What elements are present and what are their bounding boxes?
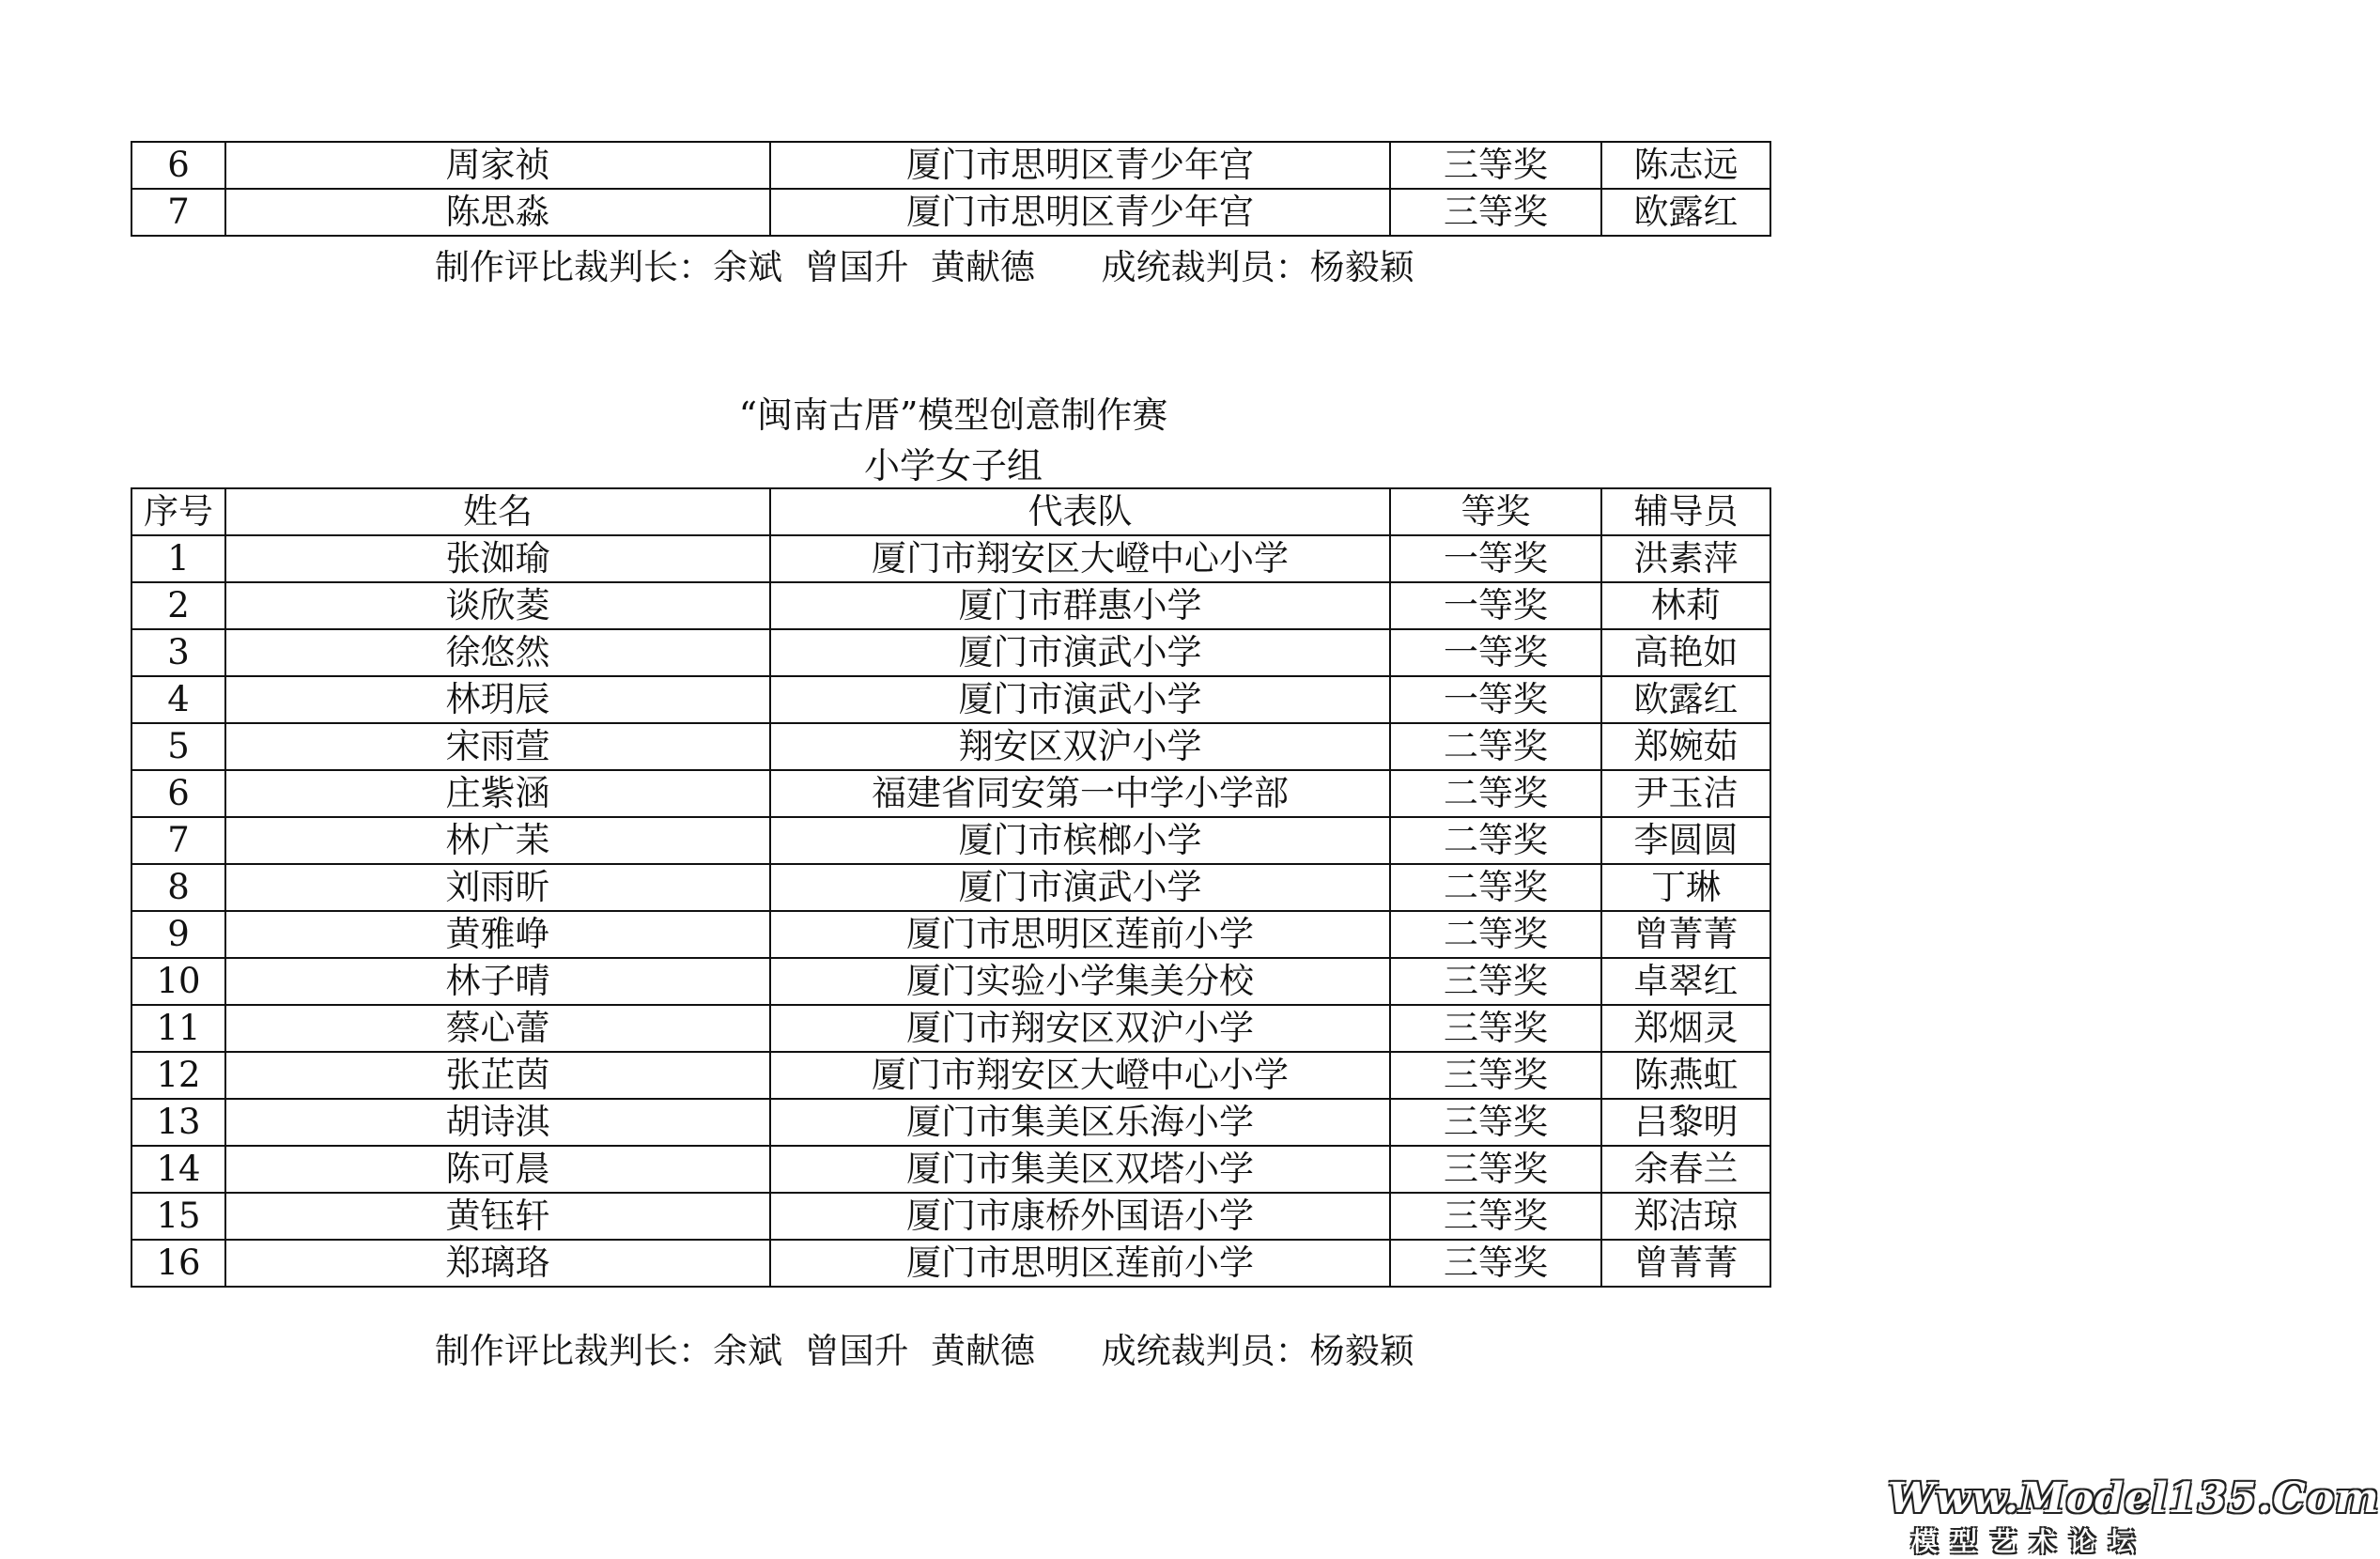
cell-team: 厦门市槟榔小学 (770, 817, 1390, 864)
header-award: 等奖 (1390, 488, 1601, 535)
cell-no: 16 (131, 1240, 225, 1287)
cell-award: 三等奖 (1390, 1146, 1601, 1193)
cell-coach: 丁琳 (1601, 864, 1770, 911)
cell-coach: 李圆圆 (1601, 817, 1770, 864)
header-name: 姓名 (225, 488, 770, 535)
table-row (131, 1099, 1770, 1146)
table-body (131, 142, 1770, 236)
table-row (131, 1193, 1770, 1240)
table-row (131, 1005, 1770, 1052)
cell-coach: 郑烟灵 (1601, 1005, 1770, 1052)
cell-team: 厦门市思明区莲前小学 (770, 911, 1390, 958)
cell-coach: 卓翠红 (1601, 958, 1770, 1005)
cell-coach: 余春兰 (1601, 1146, 1770, 1193)
cell-name: 林子晴 (225, 958, 770, 1005)
cell-no: 1 (131, 535, 225, 582)
cell-coach: 尹玉洁 (1601, 770, 1770, 817)
watermark-label: 模型艺术论坛 (1911, 1526, 2149, 1557)
cell-award: 三等奖 (1390, 1005, 1601, 1052)
table-row (131, 1052, 1770, 1099)
cell-name: 陈可晨 (225, 1146, 770, 1193)
cell-name: 庄紫涵 (225, 770, 770, 817)
cell-name: 黄雅峥 (225, 911, 770, 958)
cell-award: 二等奖 (1390, 911, 1601, 958)
table-row (131, 142, 1770, 189)
cell-no: 14 (131, 1146, 225, 1193)
cell-team: 厦门市翔安区大嶝中心小学 (770, 1052, 1390, 1099)
cell-team: 厦门市思明区青少年宫 (770, 142, 1390, 189)
table-row (131, 723, 1770, 770)
cell-no: 9 (131, 911, 225, 958)
cell-team: 厦门市演武小学 (770, 676, 1390, 723)
cell-no: 3 (131, 629, 225, 676)
cell-team: 福建省同安第一中学小学部 (770, 770, 1390, 817)
cell-coach: 陈燕虹 (1601, 1052, 1770, 1099)
cell-team: 厦门市翔安区双沪小学 (770, 1005, 1390, 1052)
cell-no: 4 (131, 676, 225, 723)
cell-award: 二等奖 (1390, 864, 1601, 911)
cell-team: 厦门实验小学集美分校 (770, 958, 1390, 1005)
judges-line: 制作评比裁判长：余斌 曾国升 黄献德 成统裁判员：杨毅颖 (435, 1331, 1414, 1371)
cell-award: 一等奖 (1390, 629, 1601, 676)
cell-no: 7 (131, 817, 225, 864)
cell-name: 宋雨萱 (225, 723, 770, 770)
table-row (131, 864, 1770, 911)
award-table-girls (131, 487, 1771, 1288)
judges-line: 制作评比裁判长：余斌 曾国升 黄献德 成统裁判员：杨毅颖 (435, 247, 1414, 287)
cell-name: 谈欣菱 (225, 582, 770, 629)
cell-no: 10 (131, 958, 225, 1005)
cell-team: 翔安区双沪小学 (770, 723, 1390, 770)
cell-name: 蔡心蕾 (225, 1005, 770, 1052)
cell-coach: 陈志远 (1601, 142, 1770, 189)
cell-no: 15 (131, 1193, 225, 1240)
cell-coach: 欧露红 (1601, 676, 1770, 723)
cell-coach: 洪素萍 (1601, 535, 1770, 582)
cell-no: 12 (131, 1052, 225, 1099)
header-no: 序号 (131, 488, 225, 535)
header-coach: 辅导员 (1601, 488, 1770, 535)
table-row (131, 535, 1770, 582)
section-title: “闽南古厝”模型创意制作赛 (738, 394, 1168, 436)
cell-team: 厦门市翔安区大嶝中心小学 (770, 535, 1390, 582)
cell-coach: 林莉 (1601, 582, 1770, 629)
cell-award: 一等奖 (1390, 582, 1601, 629)
cell-coach: 欧露红 (1601, 189, 1770, 236)
watermark-url: Www.Model135.Com (1888, 1474, 2380, 1522)
cell-team: 厦门市群惠小学 (770, 582, 1390, 629)
cell-name: 徐悠然 (225, 629, 770, 676)
cell-award: 三等奖 (1390, 189, 1601, 236)
cell-team: 厦门市演武小学 (770, 629, 1390, 676)
cell-team: 厦门市思明区青少年宫 (770, 189, 1390, 236)
cell-name: 林广苿 (225, 817, 770, 864)
cell-team: 厦门市康桥外国语小学 (770, 1193, 1390, 1240)
cell-name: 胡诗淇 (225, 1099, 770, 1146)
cell-team: 厦门市演武小学 (770, 864, 1390, 911)
table-row (131, 1146, 1770, 1193)
header-team: 代表队 (770, 488, 1390, 535)
cell-award: 二等奖 (1390, 770, 1601, 817)
cell-award: 一等奖 (1390, 535, 1601, 582)
cell-no: 6 (131, 142, 225, 189)
cell-award: 三等奖 (1390, 1052, 1601, 1099)
cell-award: 三等奖 (1390, 142, 1601, 189)
cell-team: 厦门市集美区双塔小学 (770, 1146, 1390, 1193)
table-row (131, 911, 1770, 958)
cell-award: 二等奖 (1390, 817, 1601, 864)
cell-name: 林玥辰 (225, 676, 770, 723)
cell-no: 2 (131, 582, 225, 629)
cell-award: 三等奖 (1390, 1240, 1601, 1287)
cell-award: 三等奖 (1390, 1099, 1601, 1146)
cell-award: 一等奖 (1390, 676, 1601, 723)
cell-name: 刘雨昕 (225, 864, 770, 911)
table-row (131, 582, 1770, 629)
table-row (131, 676, 1770, 723)
cell-coach: 郑婉茹 (1601, 723, 1770, 770)
table-row (131, 770, 1770, 817)
cell-award: 二等奖 (1390, 723, 1601, 770)
cell-no: 11 (131, 1005, 225, 1052)
cell-name: 郑璃珞 (225, 1240, 770, 1287)
cell-name: 周家祯 (225, 142, 770, 189)
cell-coach: 郑洁琼 (1601, 1193, 1770, 1240)
cell-coach: 曾菁菁 (1601, 911, 1770, 958)
cell-team: 厦门市集美区乐海小学 (770, 1099, 1390, 1146)
cell-no: 5 (131, 723, 225, 770)
cell-award: 三等奖 (1390, 958, 1601, 1005)
table-row (131, 189, 1770, 236)
section-subtitle: 小学女子组 (863, 445, 1043, 486)
cell-no: 6 (131, 770, 225, 817)
table-header-row (131, 488, 1770, 535)
table-row (131, 1240, 1770, 1287)
table-row (131, 817, 1770, 864)
cell-name: 黄钰轩 (225, 1193, 770, 1240)
cell-coach: 吕黎明 (1601, 1099, 1770, 1146)
cell-name: 张洳瑜 (225, 535, 770, 582)
award-table-continuation (131, 141, 1771, 237)
cell-team: 厦门市思明区莲前小学 (770, 1240, 1390, 1287)
cell-award: 三等奖 (1390, 1193, 1601, 1240)
cell-no: 13 (131, 1099, 225, 1146)
cell-coach: 曾菁菁 (1601, 1240, 1770, 1287)
cell-coach: 高艳如 (1601, 629, 1770, 676)
cell-name: 陈思淼 (225, 189, 770, 236)
cell-no: 8 (131, 864, 225, 911)
table-row (131, 958, 1770, 1005)
cell-name: 张芷茵 (225, 1052, 770, 1099)
table-body (131, 535, 1770, 1287)
table-row (131, 629, 1770, 676)
cell-no: 7 (131, 189, 225, 236)
